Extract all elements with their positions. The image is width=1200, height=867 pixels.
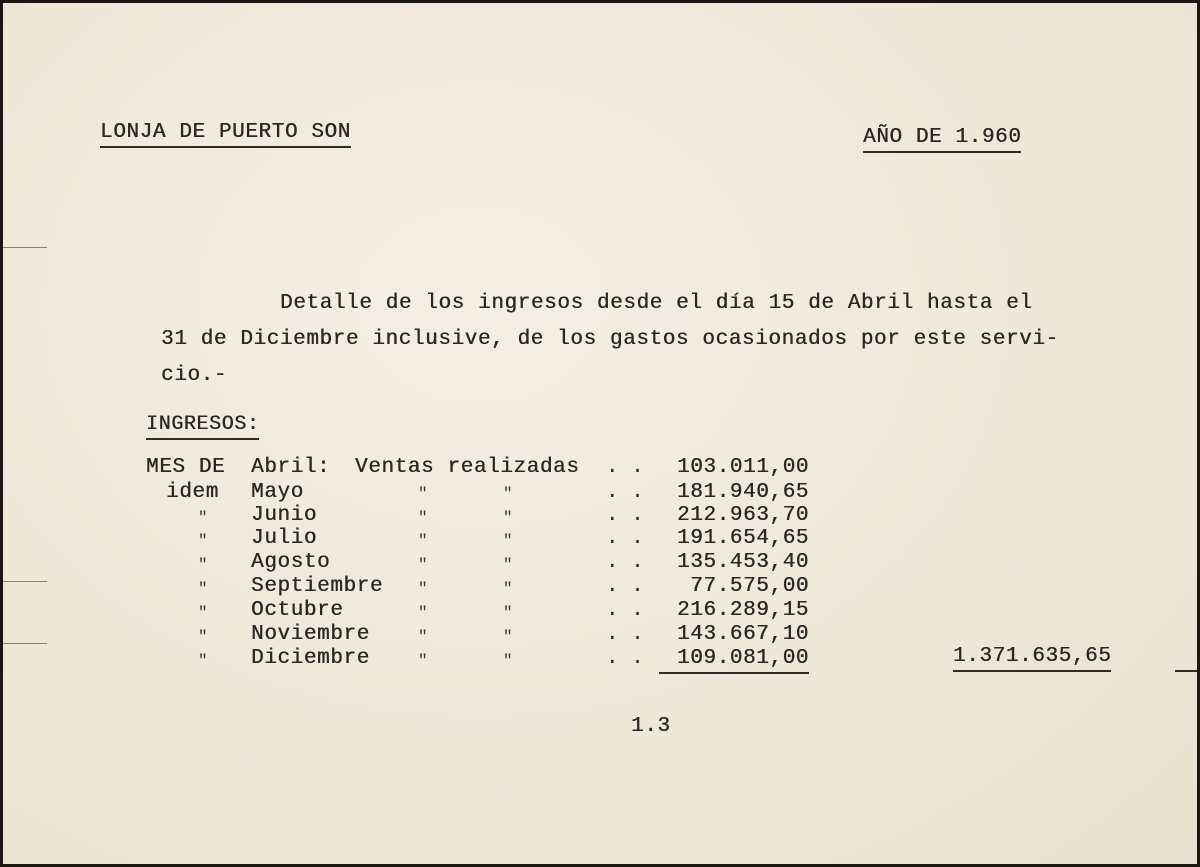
row-lead: idem <box>166 481 219 504</box>
row-lead: " <box>198 532 208 550</box>
margin-mark <box>3 247 47 248</box>
row-amount: 216.289,15 <box>676 599 809 622</box>
ditto-mark: " <box>418 509 428 527</box>
row-amount: 77.575,00 <box>690 575 809 598</box>
header-left-title: LONJA DE PUERTO SON <box>100 121 351 148</box>
row-amount: 181.940,65 <box>676 481 809 504</box>
ditto-mark: " <box>418 652 428 670</box>
section-heading: INGRESOS: <box>146 413 259 440</box>
ditto-mark: " <box>503 509 513 527</box>
row-month: Abril: <box>251 456 331 479</box>
ditto-mark: " <box>503 556 513 574</box>
ditto-mark: " <box>418 485 428 503</box>
row-label: Ventas realizadas <box>355 456 580 479</box>
ditto-mark: " <box>418 604 428 622</box>
ditto-mark: " <box>503 604 513 622</box>
margin-mark <box>3 643 47 644</box>
total-rule-extension <box>1175 670 1197 672</box>
row-month: Octubre <box>251 599 344 622</box>
ditto-mark: " <box>503 485 513 503</box>
ditto-mark: " <box>418 532 428 550</box>
ditto-mark: " <box>418 556 428 574</box>
row-leader-dots: . . <box>606 504 644 527</box>
ditto-mark: " <box>418 628 428 646</box>
intro-line-3: cio.- <box>161 364 228 387</box>
row-lead: " <box>198 628 208 646</box>
row-amount: 143.667,10 <box>676 623 809 646</box>
ditto-mark: " <box>503 628 513 646</box>
row-lead: " <box>198 509 208 527</box>
ditto-mark: " <box>503 532 513 550</box>
margin-mark <box>3 581 47 582</box>
row-month: Agosto <box>251 551 331 574</box>
header-right-title: AÑO DE 1.960 <box>863 126 1021 153</box>
row-month: Diciembre <box>251 647 370 670</box>
row-leader-dots: . . <box>606 527 644 550</box>
row-amount: 191.654,65 <box>676 527 809 550</box>
intro-line-1: Detalle de los ingresos desde el día 15 de Abril hasta el <box>280 292 1033 315</box>
row-month: Julio <box>251 527 318 550</box>
row-lead: " <box>198 556 208 574</box>
document-page <box>3 3 1197 864</box>
row-leader-dots: . . <box>606 481 644 504</box>
row-month: Septiembre <box>251 575 384 598</box>
intro-line-2: 31 de Diciembre inclusive, de los gastos ocasionados por este servi- <box>161 328 1059 351</box>
row-lead: " <box>198 652 208 670</box>
page-number: 1.3 <box>631 715 671 738</box>
row-month: Junio <box>251 504 318 527</box>
row-leader-dots: . . <box>606 551 644 574</box>
row-month: Mayo <box>251 481 304 504</box>
row-leader-dots: . . <box>606 599 644 622</box>
row-amount: 212.963,70 <box>676 504 809 527</box>
ditto-mark: " <box>418 580 428 598</box>
row-month: Noviembre <box>251 623 370 646</box>
ditto-mark: " <box>503 580 513 598</box>
row-amount: 135.453,40 <box>676 551 809 574</box>
row-amount: 109.081,00 <box>659 647 809 674</box>
row-leader-dots: . . <box>606 623 644 646</box>
ditto-mark: " <box>503 652 513 670</box>
row-prefix: MES DE <box>146 456 226 479</box>
row-lead: " <box>198 604 208 622</box>
row-leader-dots: . . <box>606 575 644 598</box>
row-leader-dots: . . <box>606 456 644 479</box>
income-total: 1.371.635,65 <box>953 645 1111 672</box>
row-amount: 103.011,00 <box>676 456 809 479</box>
row-leader-dots: . . <box>606 647 644 670</box>
row-lead: " <box>198 580 208 598</box>
